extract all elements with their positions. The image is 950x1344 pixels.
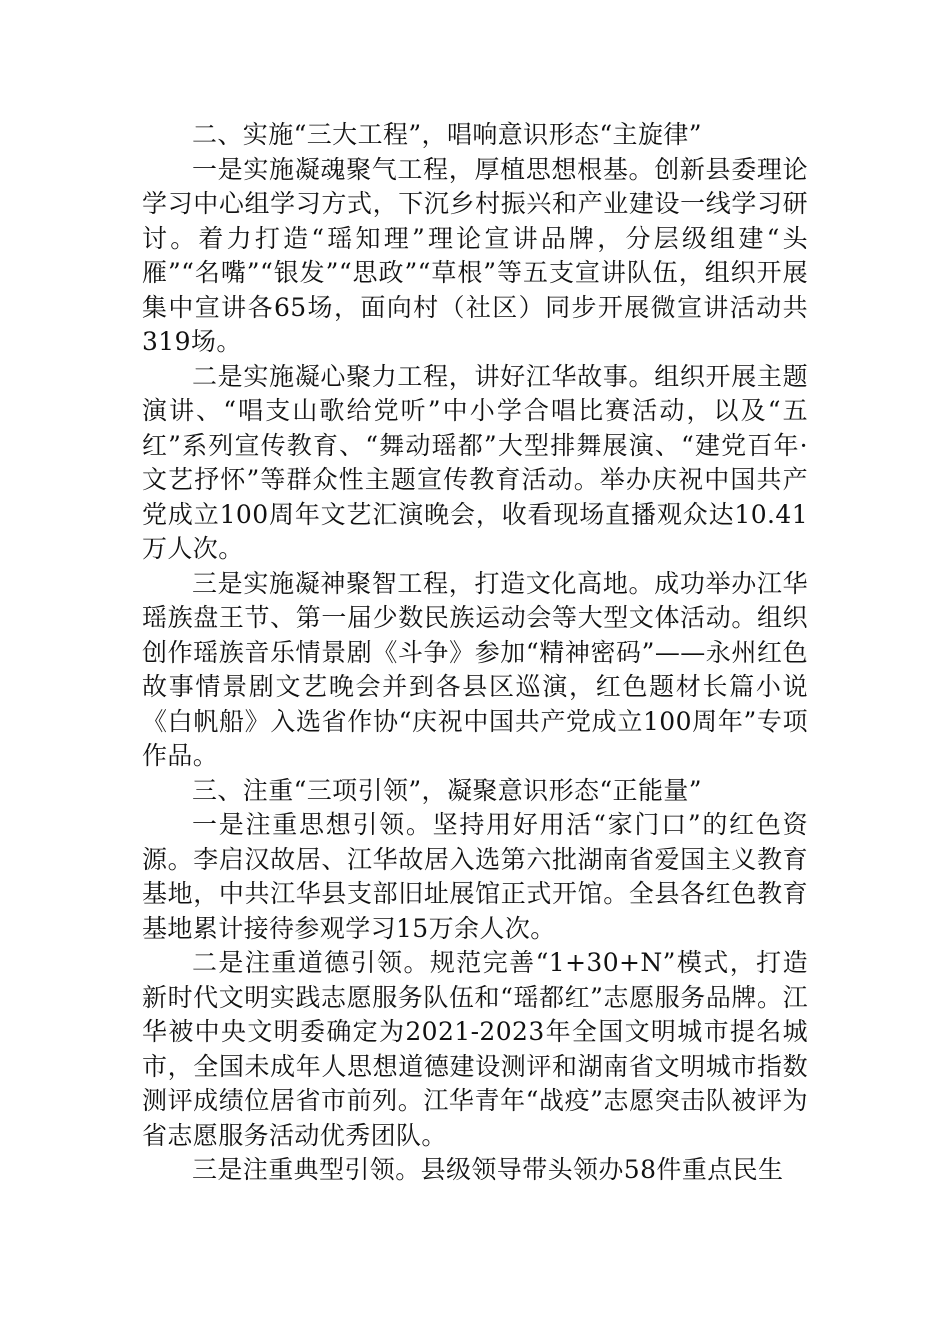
paragraph-moral-guidance: 二是注重道德引领。规范完善“1+30+N”模式，打造新时代文明实践志愿服务队伍和“瑶都红”志愿服务品牌。江华被中央文明委确定为2021-2023年全国文明城市提名城市，全国未成年人思想道德建设测评和湖南省文明城市指数测评成绩位居省市前列。江华青年“战疫”志愿突击队被评为省志愿服务活动优秀团队。 xyxy=(142,948,808,1150)
paragraph-heart-project: 二是实施凝心聚力工程，讲好江华故事。组织开展主题演讲、“唱支山歌给党听”中小学合唱比赛活动，以及“五红”系列宣传教育、“舞动瑶都”大型排舞展演、“建党百年·文艺抒怀”等群众性主题宣传教育活动。举办庆祝中国共产党成立100周年文艺汇演晚会，收看现场直播观众达10.41万人次。 xyxy=(142,361,808,563)
section-heading-3: 三、注重“三项引领”，凝聚意识形态“正能量” xyxy=(192,775,702,805)
paragraph-ideological-guidance: 一是注重思想引领。坚持用好用活“家门口”的红色资源。李启汉故居、江华故居入选第六批湖南省爱国主义教育基地，中共江华县支部旧址展馆正式开馆。全县各红色教育基地累计接待参观学习15万余人次。 xyxy=(142,810,808,943)
document-page xyxy=(142,118,808,1188)
paragraph-soul-project: 一是实施凝魂聚气工程，厚植思想根基。创新县委理论学习中心组学习方式，下沉乡村振兴和产业建设一线学习研讨。着力打造“瑶知理”理论宣讲品牌，分层级组建“头雁”“名嘴”“银发”“思政”“草根”等五支宣讲队伍，组织开展集中宣讲各65场，面向村（社区）同步开展微宣讲活动共319场。 xyxy=(142,154,808,356)
paragraph-spirit-project: 三是实施凝神聚智工程，打造文化高地。成功举办江华瑶族盘王节、第一届少数民族运动会等大型文体活动。组织创作瑶族音乐情景剧《斗争》参加“精神密码”——永州红色故事情景剧文艺晚会并到各县区巡演，红色题材长篇小说《白帆船》入选省作协“庆祝中国共产党成立100周年”专项作品。 xyxy=(142,568,808,770)
paragraph-model-guidance: 三是注重典型引领。县级领导带头领办58件重点民生 xyxy=(192,1155,784,1184)
section-heading-2: 二、实施“三大工程”，唱响意识形态“主旋律” xyxy=(192,120,702,149)
